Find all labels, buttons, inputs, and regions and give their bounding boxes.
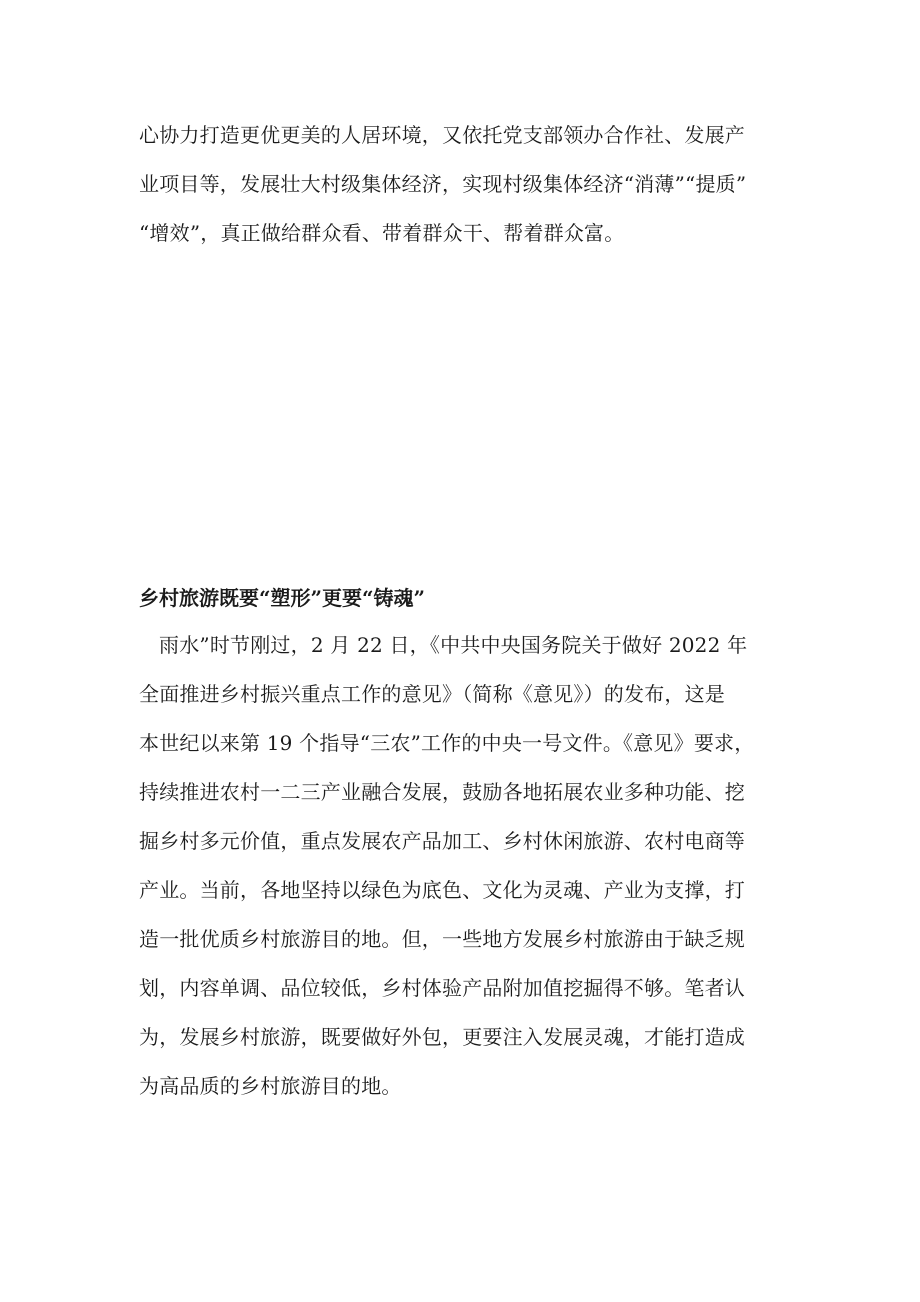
paragraph-line: 全面推进乡村振兴重点工作的意见》（简称《意见》）的发布，这是 [139,682,725,706]
paragraph-line: “增效”，真正做给群众看、带着群众干、帮着群众富。 [139,221,625,245]
paragraph-line: 产业。当前，各地坚持以绿色为底色、文化为灵魂、产业为支撑，打 [139,878,745,902]
paragraph-line: 为高品质的乡村旅游目的地。 [139,1074,402,1098]
paragraph-main [139,621,784,1111]
paragraph-line: 业项目等，发展壮大村级集体经济，实现村级集体经济“消薄”“提质” [139,172,747,196]
paragraph-top [139,111,784,258]
paragraph-line: 造一批优质乡村旅游目的地。但，一些地方发展乡村旅游由于缺乏规 [139,927,745,951]
paragraph-line: 心协力打造更优更美的人居环境，又依托党支部领办合作社、发展产 [139,123,745,147]
paragraph-line: 本世纪以来第 19 个指导“三农”工作的中央一号文件。《意见》要求， [139,731,755,755]
paragraph-line: 为，发展乡村旅游，既要做好外包，更要注入发展灵魂，才能打造成 [139,1025,745,1049]
paragraph-line: 持续推进农村一二三产业融合发展，鼓励各地拓展农业多种功能、挖 [139,780,745,804]
paragraph-line: 划，内容单调、品位较低，乡村体验产品附加值挖掘得不够。笔者认 [139,976,745,1000]
section-heading: 乡村旅游既要“塑形”更要“铸魂” [139,586,426,610]
paragraph-line: 掘乡村多元价值，重点发展农产品加工、乡村休闲旅游、农村电商等 [139,829,745,853]
paragraph-line: 雨水”时节刚过，2 月 22 日，《中共中央国务院关于做好 2022 年 [159,633,748,657]
